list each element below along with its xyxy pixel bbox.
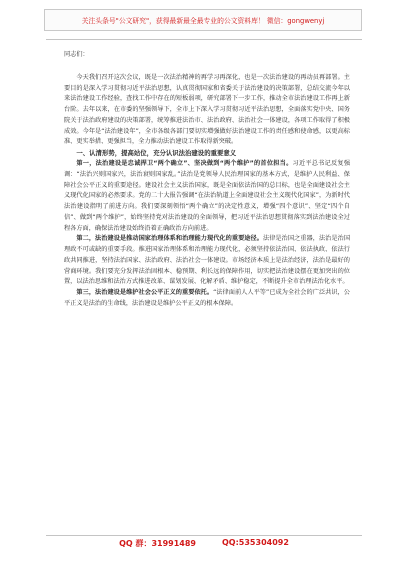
promo-banner: 关注头条号"公文研究"，获得最新最全最专业的公文资料库！ 微信：gongwenyj (44, 9, 362, 31)
paragraph (64, 234, 350, 288)
paragraph-text: 习近平总书记反复强调：“法治兴则国家兴，法治衰则国家乱。”法治是党领导人民治理国家的基本方式，是维护人民利益、保障社会公平正义的重要途径。建设社会主义法治国家，既是全面依法治国的总目标，也是全面建设社会主义现代化国家的必然要求。党的二十大报告强调“在法治轨道上全面建设社会主义现代化国家”，为新时代法治建设指明了前进方向。我们要深刻领悟“两个确立”的决定性意义，增强“四个意识”、坚定“四个自信”、做到“两个维护”，始终坚持党对法治建设的全面领导，把习近平法治思想贯彻落实到法治建设全过程各方面，确保法治建设始终沿着正确政治方向前进。 (64, 160, 350, 232)
paragraph: 今天我们召开这次会议，既是一次法治精神的再学习再深化，也是一次法治建设的再动员再部署。主要目的是深入学习贯彻习近平法治思想，认真贯彻国家和省委关于法治建设的决策部署，总结交流今年以来法治建设工作经验，查找工作中存在的短板弱项，研究部署下一步工作，推动全市法治建设工作再上新台阶。去年以来，在市委的坚强领导下，全市上下深入学习贯彻习近平法治思想，全面落实党中央、国务院关于法治政府建设的决策部署，统筹推进法治市、法治政府、法治社会一体建设，各项工作取得了积极成效。今年是“法治建设年”，全市各级各部门要切实增强做好法治建设工作的责任感和使命感，以更高标准、更实举措、更强担当，全力推动法治建设工作取得新突破。 (64, 73, 350, 146)
qq-group: QQ 群：31991489 (119, 539, 196, 548)
paragraph (64, 159, 350, 234)
document-body (64, 50, 350, 532)
footer-contact (0, 538, 408, 552)
section-heading: 一、认清形势，提高站位，充分认识法治建设的重要意义 (76, 149, 237, 157)
paragraph-lead: 第一，法治建设是忠诚捍卫“两个确立”、坚决做到“两个维护”的首位担当。 (76, 160, 293, 167)
footer-rule (46, 535, 362, 536)
header-rule (46, 39, 362, 40)
salutation: 同志们： (64, 51, 89, 58)
paragraph-text: 法律是治国之重器，法治是治国理政不可或缺的重要手段。推进国家治理体系和治理能力现代化，必须坚持依法治国、依法执政、依法行政共同推进，坚持法治国家、法治政府、法治社会一体建设。市场经济本质上是法治经济，法治是最好的营商环境。我们要充分发挥法治固根本、稳预期、利长远的保障作用，切实把法治建设摆在更加突出的位置，以法治思维和法治方式推进改革、谋划发展、化解矛盾、维护稳定，不断提升全市治理法治化水平。 (64, 235, 350, 286)
paragraph-lead: 第二，法治建设是推动国家治理体系和治理能力现代化的重要途径。 (76, 235, 263, 243)
paragraph (64, 288, 350, 310)
paragraph-lead: 第三，法治建设是维护社会公平正义的重要依托。 (76, 289, 214, 296)
qq-number: QQ:535304092 (222, 538, 289, 547)
paragraph-text: “法律面前人人平等”已成为全社会的广泛共识，公平正义是法治的生命线，法治建设是维护公平正义的根本保障。 (64, 289, 350, 307)
